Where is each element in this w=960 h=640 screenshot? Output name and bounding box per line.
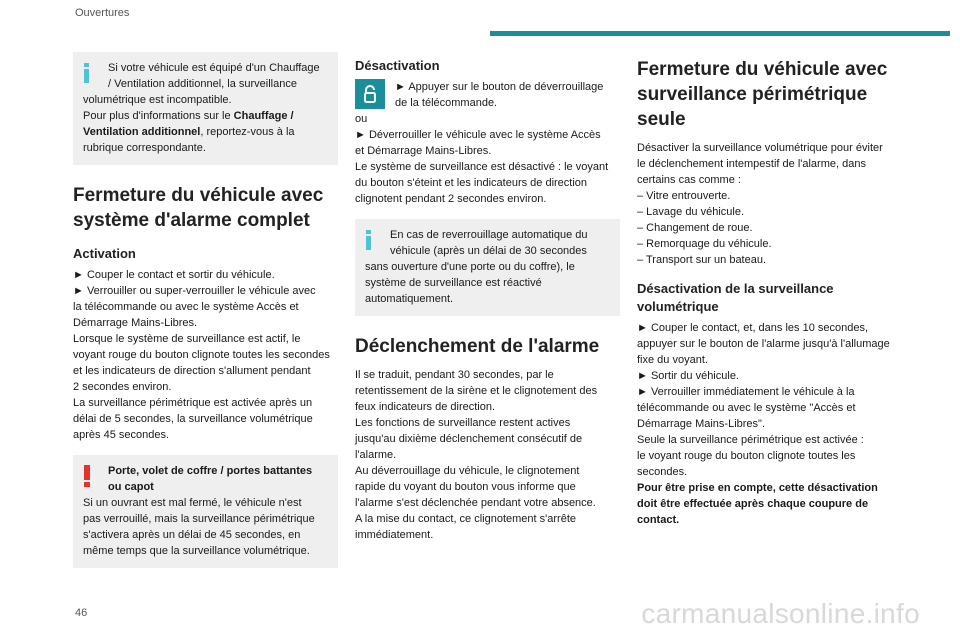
info-note bbox=[73, 52, 338, 165]
note-line: / Ventilation additionnel, la surveillance bbox=[108, 78, 297, 90]
info-icon bbox=[366, 230, 371, 250]
deactivation-title: Désactivation bbox=[355, 58, 440, 73]
volumetric-deactivation-heading: Désactivation de la surveillance volumétrique bbox=[637, 281, 834, 314]
perimeter-heading: Fermeture du véhicule avec surveillance périmétrique seule bbox=[637, 59, 888, 130]
section-name: Ouvertures bbox=[75, 7, 130, 19]
perimeter-intro-text: Désactiver la surveillance volumétrique pour éviter le déclenchement intempestif de l'alarme, dans certains cas comme : – Vitre entrouverte. – Lavage du véhicule. – Changement de roue. – Remorquage du véhicule. – Transport sur un bateau. bbox=[637, 142, 883, 266]
watermark: carmanualsonline.info bbox=[641, 598, 920, 629]
warning-note: Porte, volet de coffre / portes battantes ou capot Si un ouvrant est mal fermé, le véhicule n'est pas verrouillé, mais la surveillance périmétrique s'activera après un délai de 45 secondes, en même temps que la surveillance volumétrique. bbox=[73, 455, 338, 568]
page-number: 46 bbox=[75, 607, 88, 619]
note-line: Ventilation additionnel, reportez-vous à la bbox=[83, 126, 295, 138]
section-heading: Fermeture du véhicule avec système d'alarme complet bbox=[73, 185, 324, 231]
column-3 bbox=[637, 57, 902, 528]
info-note: En cas de reverrouillage automatique du véhicule (après un délai de 30 secondes sans ouverture d'une porte ou du coffre), le système de surveillance est réactivé automatiquement. bbox=[355, 219, 620, 316]
deactivation-text: ► Appuyer sur le bouton de déverrouillage de la télécommande. ou ► Déverrouiller le véhicule avec le système Accès et Démarrage Mains-Libres. Le système de surveillance est désactivé : le voyant du bouton s'éteint et les indicateurs de direction clignotent pendant 2 secondes environ. bbox=[355, 81, 609, 205]
alarm-trigger-heading: Déclenchement de l'alarme bbox=[355, 336, 600, 357]
activation-title: Activation bbox=[73, 246, 136, 261]
column-2 bbox=[355, 57, 620, 543]
note-line: rubrique correspondante. bbox=[83, 142, 206, 154]
note-line: volumétrique est incompatible. bbox=[83, 94, 232, 106]
unlock-icon bbox=[355, 79, 385, 109]
note-line: Si votre véhicule est équipé d'un Chauffage bbox=[108, 62, 320, 74]
volumetric-deactivation-text: ► Couper le contact, et, dans les 10 secondes, appuyer sur le bouton de l'alarme jusqu'à l'allumage fixe du voyant. ► Sortir du véhicule. ► Verrouiller immédiatement le véhicule à la télécommande ou avec le système "Accès et Démarrage Mains-Libres". Seule la surveillance périmétrique est activée : le voyant rouge du bouton clignote toutes les secondes. Pour être prise en compte, cette désactivation doit être effectuée après chaque coupure de contact. bbox=[637, 322, 890, 526]
column-1 bbox=[73, 52, 338, 568]
activation-text: ► Couper le contact et sortir du véhicule. ► Verrouiller ou super-verrouiller le véhicule avec la télécommande ou avec le système Accès et Démarrage Mains-Libres. Lorsque le système de surveillance est actif, le voyant rouge du bouton clignote toutes les secondes et les indicateurs de direction s'allument pendant 2 secondes environ. La surveillance périmétrique est activée après un délai de 5 secondes, la surveillance volumétrique après 45 secondes. bbox=[73, 269, 330, 441]
warning-icon bbox=[83, 465, 91, 487]
alarm-trigger-text: Il se traduit, pendant 30 secondes, par le retentissement de la sirène et le clignotement des feux indicateurs de direction. Les fonctions de surveillance restent actives jusqu'au dixième déclenchement consécutif de l'alarme. Au déverrouillage du véhicule, le clignotement rapide du voyant du bouton vous informe que l'alarme s'est déclenchée pendant votre absence. A la mise du contact, ce clignotement s'arrête immédiatement. bbox=[355, 369, 598, 541]
info-icon bbox=[84, 63, 89, 83]
note-line: Pour plus d'informations sur le Chauffage / bbox=[83, 110, 294, 122]
header-accent-bar bbox=[490, 31, 950, 36]
